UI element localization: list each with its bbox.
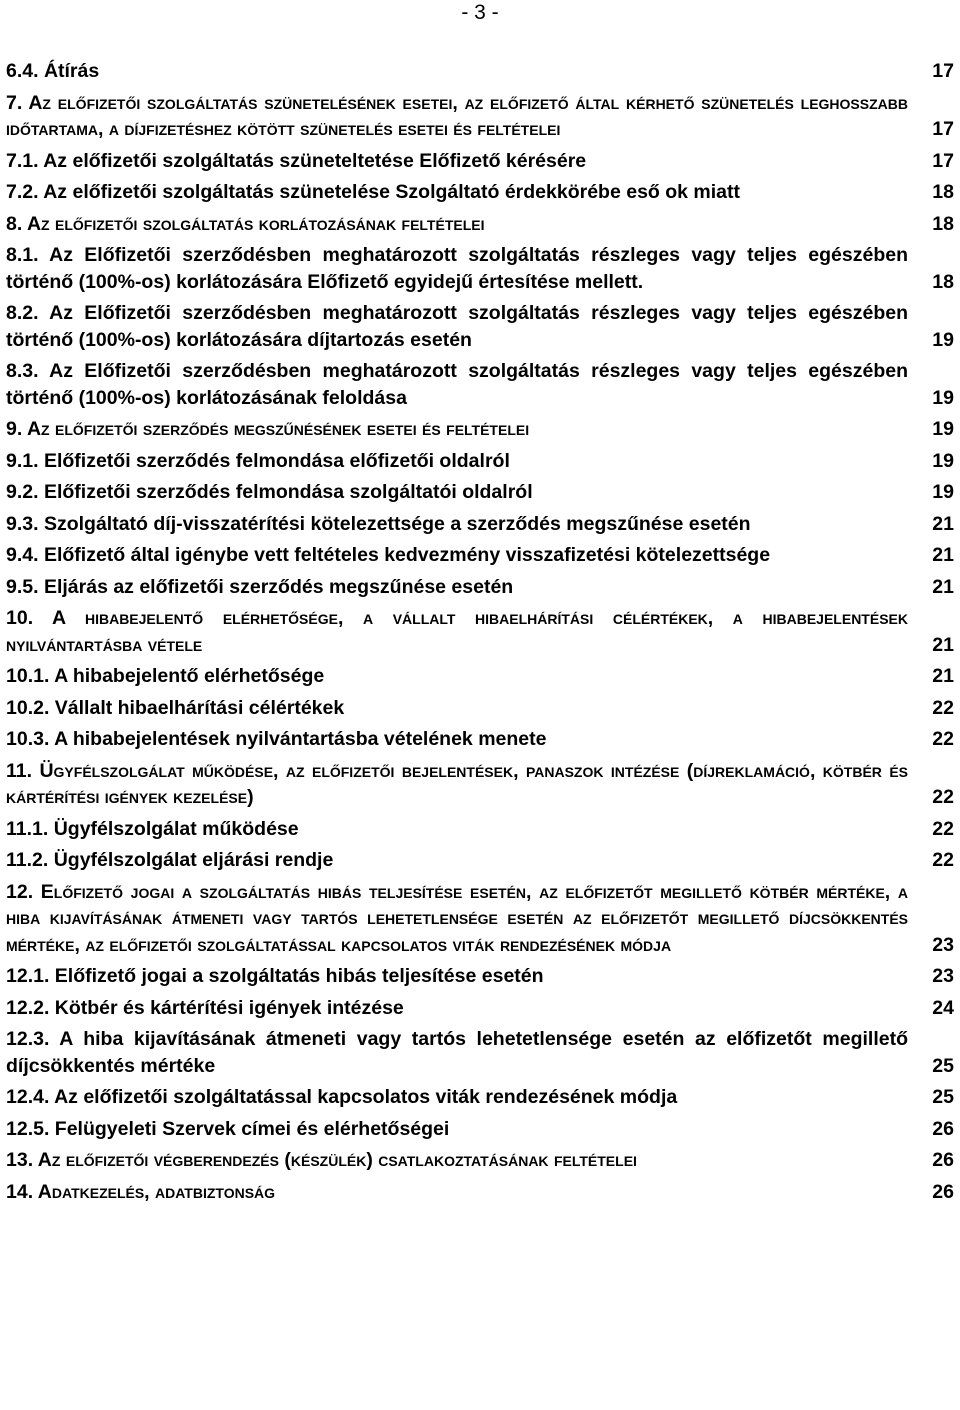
- toc-entry-page-number: 18: [932, 181, 954, 203]
- toc-entry-title: 8.2. Az Előfizetői szerződésben meghatározott szolgáltatás részleges vagy teljes egészében történő (100%-os) korlátozására díjtartozás esetén: [6, 302, 908, 351]
- toc-entry-title: 9. Az előfizetői szerződés megszűnésének esetei és feltételei: [6, 418, 530, 440]
- toc-section-entry[interactable]: [6, 300, 954, 353]
- toc-entry-page-number: 17: [932, 118, 954, 140]
- toc-entry-page-number: 19: [932, 328, 954, 351]
- toc-entry-title: 8.3. Az Előfizetői szerződésben meghatározott szolgáltatás részleges vagy teljes egészében történő (100%-os) korlátozásának feloldása: [6, 360, 908, 409]
- table-of-contents: [6, 58, 954, 1210]
- toc-entry-page-number: 22: [932, 728, 954, 750]
- toc-chapter-entry[interactable]: [6, 758, 954, 811]
- toc-entry-page-number: 21: [932, 575, 954, 598]
- toc-section-entry[interactable]: [6, 58, 954, 85]
- toc-chapter-entry[interactable]: [6, 605, 954, 658]
- toc-entry-page-number: 19: [932, 418, 954, 440]
- toc-section-entry[interactable]: [6, 179, 954, 206]
- toc-section-entry[interactable]: [6, 963, 954, 990]
- toc-entry-title: 9.5. Eljárás az előfizetői szerződés megszűnése esetén: [6, 575, 514, 598]
- toc-entry-title: 9.1. Előfizetői szerződés felmondása előfizetői oldalról: [6, 449, 510, 472]
- toc-section-entry[interactable]: [6, 695, 954, 722]
- toc-section-entry[interactable]: [6, 148, 954, 175]
- toc-chapter-entry[interactable]: [6, 1147, 954, 1174]
- toc-entry-page-number: 19: [932, 386, 954, 409]
- toc-entry-title: 8.1. Az Előfizetői szerződésben meghatározott szolgáltatás részleges vagy teljes egészében történő (100%-os) korlátozására Előfizető egyidejű értesítése mellett.: [6, 244, 908, 293]
- toc-entry-title: 12.5. Felügyeleti Szervek címei és elérhetőségei: [6, 1117, 450, 1140]
- toc-section-entry[interactable]: [6, 663, 954, 690]
- toc-entry-title: 12.1. Előfizető jogai a szolgáltatás hibás teljesítése esetén: [6, 965, 544, 987]
- toc-section-entry[interactable]: [6, 995, 954, 1022]
- toc-section-entry[interactable]: [6, 542, 954, 569]
- toc-entry-title: 10.3. A hibabejelentések nyilvántartásba vételének menete: [6, 728, 547, 750]
- toc-section-entry[interactable]: [6, 726, 954, 753]
- toc-section-entry[interactable]: [6, 242, 954, 295]
- toc-entry-title: 11.1. Ügyfélszolgálat működése: [6, 817, 299, 840]
- toc-entry-page-number: 26: [932, 1180, 954, 1203]
- page-number: - 3 -: [461, 1, 499, 24]
- toc-entry-page-number: 23: [932, 965, 954, 987]
- toc-entry-title: 12.3. A hiba kijavításának átmeneti vagy tartós lehetetlensége esetén az előfizetőt megillető díjcsökkentés mértéke: [6, 1028, 908, 1077]
- toc-section-entry[interactable]: [6, 511, 954, 538]
- toc-chapter-entry[interactable]: [6, 1179, 954, 1206]
- toc-entry-page-number: 19: [932, 481, 954, 503]
- toc-entry-page-number: 24: [932, 996, 954, 1019]
- toc-section-entry[interactable]: [6, 816, 954, 843]
- toc-entry-page-number: 22: [932, 817, 954, 840]
- toc-entry-title: 12. Előfizető jogai a szolgáltatás hibás teljesítése esetén, az előfizetőt megillető kötbér mértéke, a hiba kijavításának átmeneti vagy tartós lehetetlensége esetén az előfizetőt megillető díjcsökkentés mértéke, az előfizetői szolgáltatással kapcsolatos viták rendezésének módja: [6, 880, 908, 956]
- toc-entry-page-number: 22: [932, 849, 954, 871]
- toc-entry-title: 9.4. Előfizető által igénybe vett feltételes kedvezmény visszafizetési kötelezettsége: [6, 544, 771, 566]
- toc-chapter-entry[interactable]: [6, 211, 954, 238]
- toc-entry-page-number: 26: [932, 1117, 954, 1140]
- toc-chapter-entry[interactable]: [6, 90, 954, 143]
- toc-entry-title: 12.4. Az előfizetői szolgáltatással kapcsolatos viták rendezésének módja: [6, 1086, 678, 1108]
- toc-entry-page-number: 19: [932, 449, 954, 472]
- toc-entry-title: 12.2. Kötbér és kártérítési igények intézése: [6, 996, 404, 1019]
- toc-entry-title: 10.2. Vállalt hibaelhárítási célértékek: [6, 696, 345, 719]
- toc-section-entry[interactable]: [6, 448, 954, 475]
- toc-entry-page-number: 23: [932, 933, 954, 956]
- toc-entry-page-number: 18: [932, 212, 954, 235]
- toc-entry-page-number: 21: [932, 665, 954, 687]
- toc-entry-title: 7.1. Az előfizetői szolgáltatás szüneteltetése Előfizető kérésére: [6, 149, 587, 172]
- toc-entry-page-number: 25: [932, 1054, 954, 1077]
- toc-section-entry[interactable]: [6, 358, 954, 411]
- toc-entry-page-number: 21: [932, 544, 954, 566]
- toc-entry-title: 11. Ügyfélszolgálat működése, az előfizetői bejelentések, panaszok intézése (díjreklamáció, kötbér és kártérítési igények kezelése): [6, 759, 908, 808]
- toc-entry-title: 7. Az előfizetői szolgáltatás szünetelésének esetei, az előfizető által kérhető szünetelés leghosszabb időtartama, a díjfizetéshez kötött szünetelés esetei és feltételei: [6, 91, 908, 140]
- toc-section-entry[interactable]: [6, 574, 954, 601]
- toc-chapter-entry[interactable]: [6, 416, 954, 443]
- toc-entry-page-number: 17: [932, 60, 954, 82]
- toc-entry-title: 10. A hibabejelentő elérhetősége, a vállalt hibaelhárítási célértékek, a hibabejelentések nyilvántartásba vétele: [6, 607, 908, 656]
- toc-chapter-entry[interactable]: [6, 879, 954, 959]
- toc-entry-title: 11.2. Ügyfélszolgálat eljárási rendje: [6, 849, 334, 871]
- toc-entry-page-number: 22: [932, 786, 954, 808]
- toc-entry-page-number: 25: [932, 1086, 954, 1108]
- toc-entry-page-number: 21: [932, 633, 954, 656]
- toc-section-entry[interactable]: [6, 479, 954, 506]
- toc-entry-title: 6.4. Átírás: [6, 60, 100, 82]
- toc-entry-title: 9.3. Szolgáltató díj-visszatérítési kötelezettsége a szerződés megszűnése esetén: [6, 512, 751, 535]
- toc-section-entry[interactable]: [6, 1084, 954, 1111]
- toc-section-entry[interactable]: [6, 847, 954, 874]
- toc-entry-page-number: 17: [932, 149, 954, 172]
- toc-entry-title: 7.2. Az előfizetői szolgáltatás szünetelése Szolgáltató érdekkörébe eső ok miatt: [6, 181, 741, 203]
- toc-entry-title: 13. Az előfizetői végberendezés (készülék) csatlakoztatásának feltételei: [6, 1149, 637, 1171]
- toc-entry-title: 10.1. A hibabejelentő elérhetősége: [6, 665, 325, 687]
- toc-entry-page-number: 26: [932, 1149, 954, 1171]
- toc-entry-title: 14. Adatkezelés, adatbiztonság: [6, 1180, 276, 1203]
- toc-section-entry[interactable]: [6, 1026, 954, 1079]
- toc-entry-title: 9.2. Előfizetői szerződés felmondása szolgáltatói oldalról: [6, 481, 533, 503]
- toc-entry-title: 8. Az előfizetői szolgáltatás korlátozásának feltételei: [6, 212, 485, 235]
- toc-entry-page-number: 18: [932, 270, 954, 293]
- toc-entry-page-number: 21: [932, 512, 954, 535]
- toc-entry-page-number: 22: [932, 696, 954, 719]
- toc-section-entry[interactable]: [6, 1116, 954, 1143]
